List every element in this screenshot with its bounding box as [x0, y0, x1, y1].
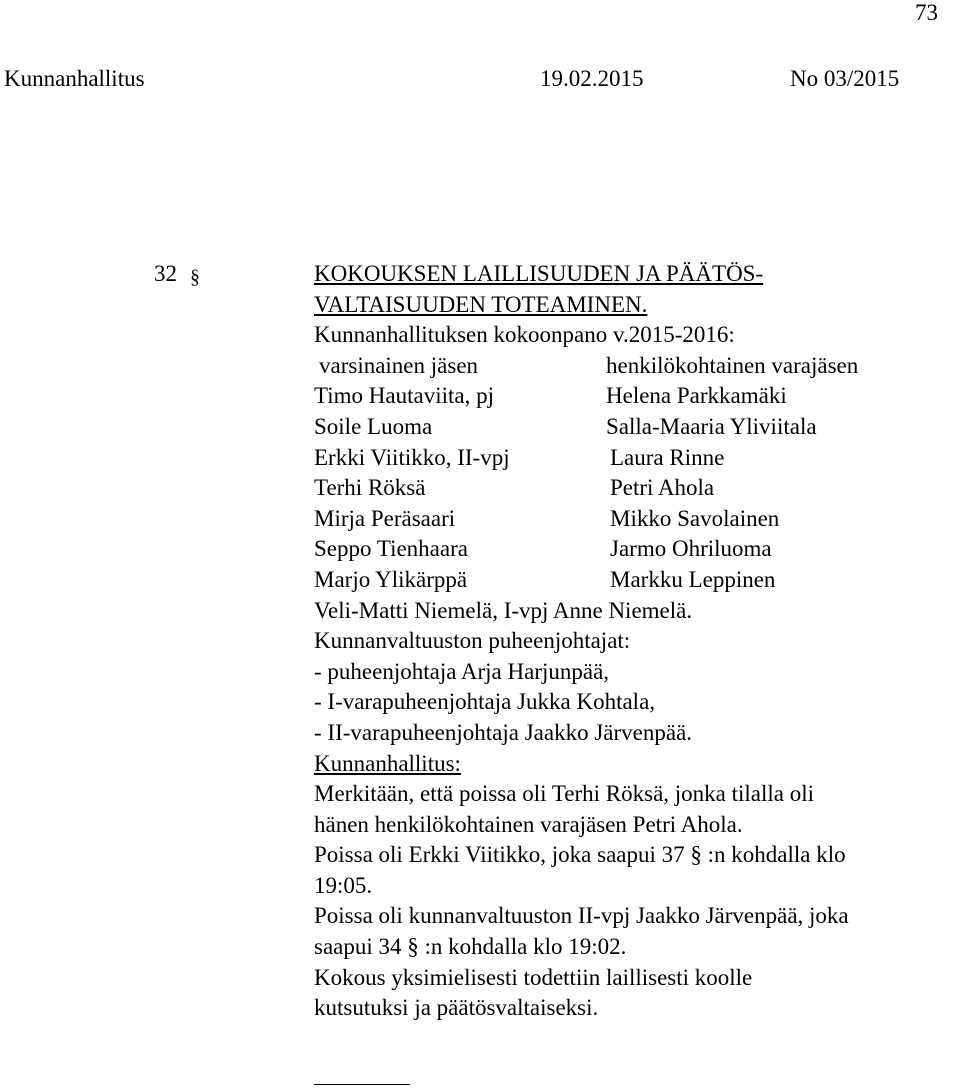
deputy-name: Mikko Savolainen: [610, 505, 780, 531]
member-row: [314, 381, 960, 412]
decision-text-line: kutsutuksi ja päätösvaltaiseksi.: [314, 995, 599, 1021]
member-name: Seppo Tienhaara: [314, 536, 468, 562]
member-name: Timo Hautaviita, pj: [314, 383, 494, 409]
deputy-name: Jarmo Ohriluoma: [610, 536, 772, 562]
decision-text-line: Merkitään, että poissa oli Terhi Röksä, jonka tilalla oli: [314, 781, 815, 807]
section-symbol-icon: §: [190, 266, 200, 288]
decision-text-line: Kokous yksimielisesti todettiin laillisesti koolle: [314, 964, 753, 990]
member-row: [314, 534, 960, 565]
members-header-row: [314, 351, 960, 382]
member-row: [314, 504, 960, 535]
council-chair-item: - II-varapuheenjohtaja Jaakko Järvenpää.: [314, 719, 693, 745]
header-date: 19.02.2015: [540, 66, 644, 91]
member-row: [314, 443, 960, 474]
deputy-name: Markku Leppinen: [610, 566, 776, 592]
section-title-line-1: KOKOUKSEN LAILLISUUDEN JA PÄÄTÖS-: [314, 261, 764, 286]
last-member-line: Veli-Matti Niemelä, I-vpj Anne Niemelä.: [314, 597, 693, 623]
decision-text-line: 19:05.: [314, 872, 373, 898]
member-name: Marjo Ylikärppä: [314, 566, 468, 592]
section-title-line-2: VALTAISUUDEN TOTEAMINEN.: [314, 291, 648, 317]
member-name: Terhi Röksä: [314, 475, 426, 501]
header-document-number: No 03/2015: [790, 66, 900, 91]
deputy-name: Salla-Maaria Yliviitala: [606, 413, 817, 439]
page-number: 73: [915, 0, 938, 25]
deputy-column-header: henkilökohtainen varajäsen: [606, 352, 859, 378]
member-row: [314, 565, 960, 596]
member-name: Erkki Viitikko, II-vpj: [314, 444, 510, 470]
board-decision-label: Kunnanhallitus:: [314, 750, 461, 776]
composition-intro: Kunnanhallituksen kokoonpano v.2015-2016:: [314, 322, 735, 348]
member-row: [314, 412, 960, 443]
member-column-header: varsinainen jäsen: [319, 352, 479, 378]
footer-rule-divider: [314, 1084, 410, 1085]
section-number: 32: [154, 261, 177, 286]
decision-text-line: saapui 34 § :n kohdalla klo 19:02.: [314, 934, 627, 960]
deputy-name: Laura Rinne: [610, 444, 725, 470]
header-body-name: Kunnanhallitus: [4, 66, 145, 91]
council-chair-item: - I-varapuheenjohtaja Jukka Kohtala,: [314, 689, 656, 715]
council-chairs-title: Kunnanvaltuuston puheenjohtajat:: [314, 628, 631, 654]
member-name: Soile Luoma: [314, 413, 433, 439]
decision-text-line: Poissa oli kunnanvaltuuston II-vpj Jaakko Järvenpää, joka: [314, 903, 849, 929]
decision-text-line: hänen henkilökohtainen varajäsen Petri Ahola.: [314, 811, 743, 837]
member-name: Mirja Peräsaari: [314, 505, 456, 531]
council-chair-item: - puheenjohtaja Arja Harjunpää,: [314, 658, 610, 684]
decision-text-line: Poissa oli Erkki Viitikko, joka saapui 37 § :n kohdalla klo: [314, 842, 846, 868]
section-content: [314, 259, 960, 1024]
deputy-name: Petri Ahola: [610, 475, 715, 501]
member-row: [314, 473, 960, 504]
deputy-name: Helena Parkkamäki: [606, 383, 787, 409]
